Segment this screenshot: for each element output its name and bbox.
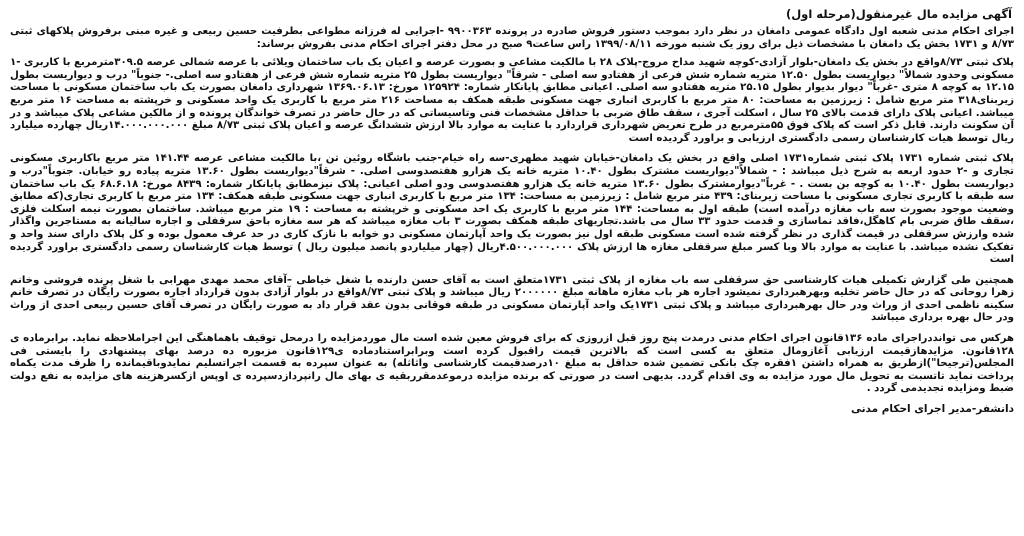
- intro-paragraph: اجرای احکام مدنی شعبه اول دادگاه عمومی دامغان در نظر دارد بموجب دستور فروش صادره در پرونده ۹۹۰۰۳۶۳ -اجرایی له فرزانه مطواعی بطرفیت حسین ربیعی و غیره مبنی برفروش پلاکهای ثبتی ۸/۷۳ و ۱۷۳۱ بخش یک دامغان با مشخصات ذیل برای روز یک شنبه مورخه ۱۳۹۹/۰۸/۱۱ راس ساعت۹ صبح در محل دفتر اجرای احکام مدنی بفروش برساند:: [10, 26, 1014, 50]
- signature: دانشفر-مدیر اجرای احکام مدنی: [850, 403, 1014, 416]
- auction-terms-paragraph: هرکس می توانددراجرای ماده ۱۳۶قانون اجرای احکام مدنی درمدت پنج روز قبل ازروزی که برای فروش معین شده است مال موردمزایده را درمحل توقیف باهماهنگی این اجراملاحظه نماید. برابرماده ی ۱۲۸قانون. مزایدهازقیمت ارزیابی آغازومال متعلق به کسی است که بالاترین قیمت راقبول کرده است وبرابراستنادماده ی۱۲۹قانون مزبوره ده درصد بهای پیشنهادی را بایستی فی المجلس(ترجیحا")ازطریق به همراه داشتن ۱فقره چک بانکی تضمین شده حداقل به مبلغ ۱۰درصدقیمت کارشناسی واثاثله) به عنوان سپرده به قسمت اجراتسلیم نمایدوباقیمانده را ظرف مدت یکماه پرداخت نماید تاتسبت به تحویل مال مورد مزایده به وی اقدام گردد. بدیهی است در صورتی که برنده مزایده درموعدمقرربقیه ی بهای مال رانپردازدسپرده ی اوپس ازکسرهزینه های مزایده به نفع دولت ضبط ومزایده تجدیدمی گردد .: [10, 333, 1015, 395]
- property-2-paragraph: پلاک ثبتی شماره ۱۷۳۱ پلاک ثبتی شماره۱۷۳۱ اصلی واقع در بخش یک دامغان-خیابان شهید مطهری-سه راه خیام-جنب باشگاه روئین تن ،با مالکیت مشاعی عرصه ۱۴۱.۴۴ متر مربع باکاربری مسکونی تجاری و -۲ حدود اربعه به شرح ذیل میباشد : - شمالاً"دیواریست مشترک بطول ۱۰.۴۰ متریه خانه یک هزارو هفتصدوسی اصلی. - شرقاً"دیواریست بطول ۱۳.۶۰ متریه پیاده رو خیابان. جنوباً"درب و دیواریست بطول ۱۰.۴۰ به کوچه بن بست . - غرباً"دیوارمشترک بطول ۱۳.۶۰ متریه خانه یک هزارو هفتصدوسی ودو اصلی اعیانی: پلاک نیزمطابق پایانکار شماره: ۸۴۳۹ مورخ: ۶۸.۶.۱۸ یک باب ساختمان سه طبقه با کاربری تجاری مسکونی با مساحت زیربنای: ۴۳۹ متر مربع شامل : زیرزمین به مساحت: ۱۳۴ متر مربع با کاربری انباری جهت مسکونی طبقه همکف: ۱۳۴ متر مربع با کاربری تجاری(که مطابق وضعیت موجود بصورت سه باب مغازه درآمده است) طبقه اول به مساحت: ۱۴۴ متر مربع با کاربری یک احد مسکونی و خرپشته به مساحت : ۱۹ متر مربع میباشد. ساختمان بصورت نیمه اسکلت فلزی ،سقف طاق ضربی بام کاهگل،فاقد نماسازی و قدمت حدود ۳۳ سال می باشد.تجاریهای طبقه همکف بصورت ۳ باب مغازه میباشد که هر سه مغازه باحق سرقفلی و اجاره سالیانه به مستاجرین واگذار شده وارزش سرقفلی در قیمت گذاری در نظر گرفته شده است مسکونی طبقه اول نیز بصورت یک واحد آپارتمان مسکونی دو خوابه با نازک کاری در حد عرف معمول بوده و کل پلاک دارای سند واحد و تفکیک نشده میباشد. با عنایت به موارد بالا وبا کسر مبلغ سرقفلی مغازه ها ارزش پلاک ۴.۵۰۰.۰۰۰.۰۰۰ریال (چهار میلیاردو پانصد میلیون ریال ) توسط هیات کارشناسان رسمی دادگستری براورد گردیده است: [10, 153, 1015, 266]
- property-1-paragraph: پلاک ثبتی ۸/۷۳واقع در بخش یک دامغان-بلوار آزادی-کوچه شهید مداح مروج-پلاک ۲۸ با مالکیت مشاعی و بصورت عرصه و اعیان یک باب ساختمان ویلائی با عرصه شمالی عرصه ۳۰۹.۵مترمربع با کاربری -۱ مسکونی وحدود شمالاً" دیواریست بطول ۱۲.۵۰ متریه شماره شش فرعی از هفتادو سه اصلی - شرقاً" دیواریست بطول ۲۵ متریه شماره شش فرعی از هفتادو سه اصلی.- جنوباً" درب و دیواریست بطول ۱۲.۱۵ به کوچه ۸ متری -غرباً" دیوار بدیوار بطول ۲۵.۱۵ متریه هفتادو سه اصلی. اعیانی مطابق پایانکار شماره: ۱۲۵۹۲۴ مورخ: ۱۳۶۹.۰۶.۱۳ شهرداری دامغان بصورت یک باب ساختمان مسکونی با مساحت زیربنای۳۱۸ متر مربع شامل : زیرزمین به مساحت: ۸۰ متر مربع با کاربری انباری جهت مسکونی طبقه همکف به مساحت ۲۱۶ متر مربع با کاربری یک واحد مسکونی و خرپشته به مساحت ۱۶ متر مربع میباشد. اعیانی پلاک دارای قدمت بالای ۲۵ سال ، اسکلت آجری ، سقف طاق ضربی با حداقل مشخصات فنی وتاسیساتی که در حال حاضر در تصرف خواندگان پرونده و از مالکین مشاعی پلاک میباشد و در آن سکونت دارند. قابل ذکر است که پلاک فوق ۵۵مترمربع در طرح تعریض شهرداری قراردارد با عنایت به موارد بالا ارزش ششدانگ عرصه و اعیان پلاک ثبتی ۸/۷۳ مبلغ ۱۴.۰۰۰.۰۰۰.۰۰۰ریال چهارده میلیارد ریال توسط هیات کارشناسان رسمی دادگستری ارزیابی و براورد گردیده است: [10, 57, 1015, 144]
- supplementary-report-paragraph: همچنین طی گزارش تکمیلی هیات کارشناسی حق سرقفلی سه باب مغازه از پلاک ثبتی ۱۷۳۱متعلق است به آقای حسن دارنده با شغل خیاطی –آقای محمد مهدی مهرابی با شغل پرنده فروشی وخانم زهرا روحانی که در حال حاضر تخلیه وبهرهبرداری نمیشود اجاره هر باب مغازه ماهانه مبلغ ۲۰۰۰۰۰۰ ریال میباشد و پلاک ثبتی ۸/۷۳واقع در بلوار آزادی بدون قرارداد اجاره بصورت رایگان در تصرف خانم سکینه ناظمی احدی از وراث ودر حال بهرهبرداری میباشد و پلاک ثبتی ۱۷۳۱یک واحد آپارتمان مسکونی در طبقه فوقانی بدون عقد قرار داد به صورت رایگان در تصرف آقای حسین ربیعی احدی از وراث ودر حال بهره برداری میباشد: [10, 274, 1014, 324]
- notice-title: آگهی مزایده مال غیرمنقول(مرحله اول): [785, 7, 1012, 21]
